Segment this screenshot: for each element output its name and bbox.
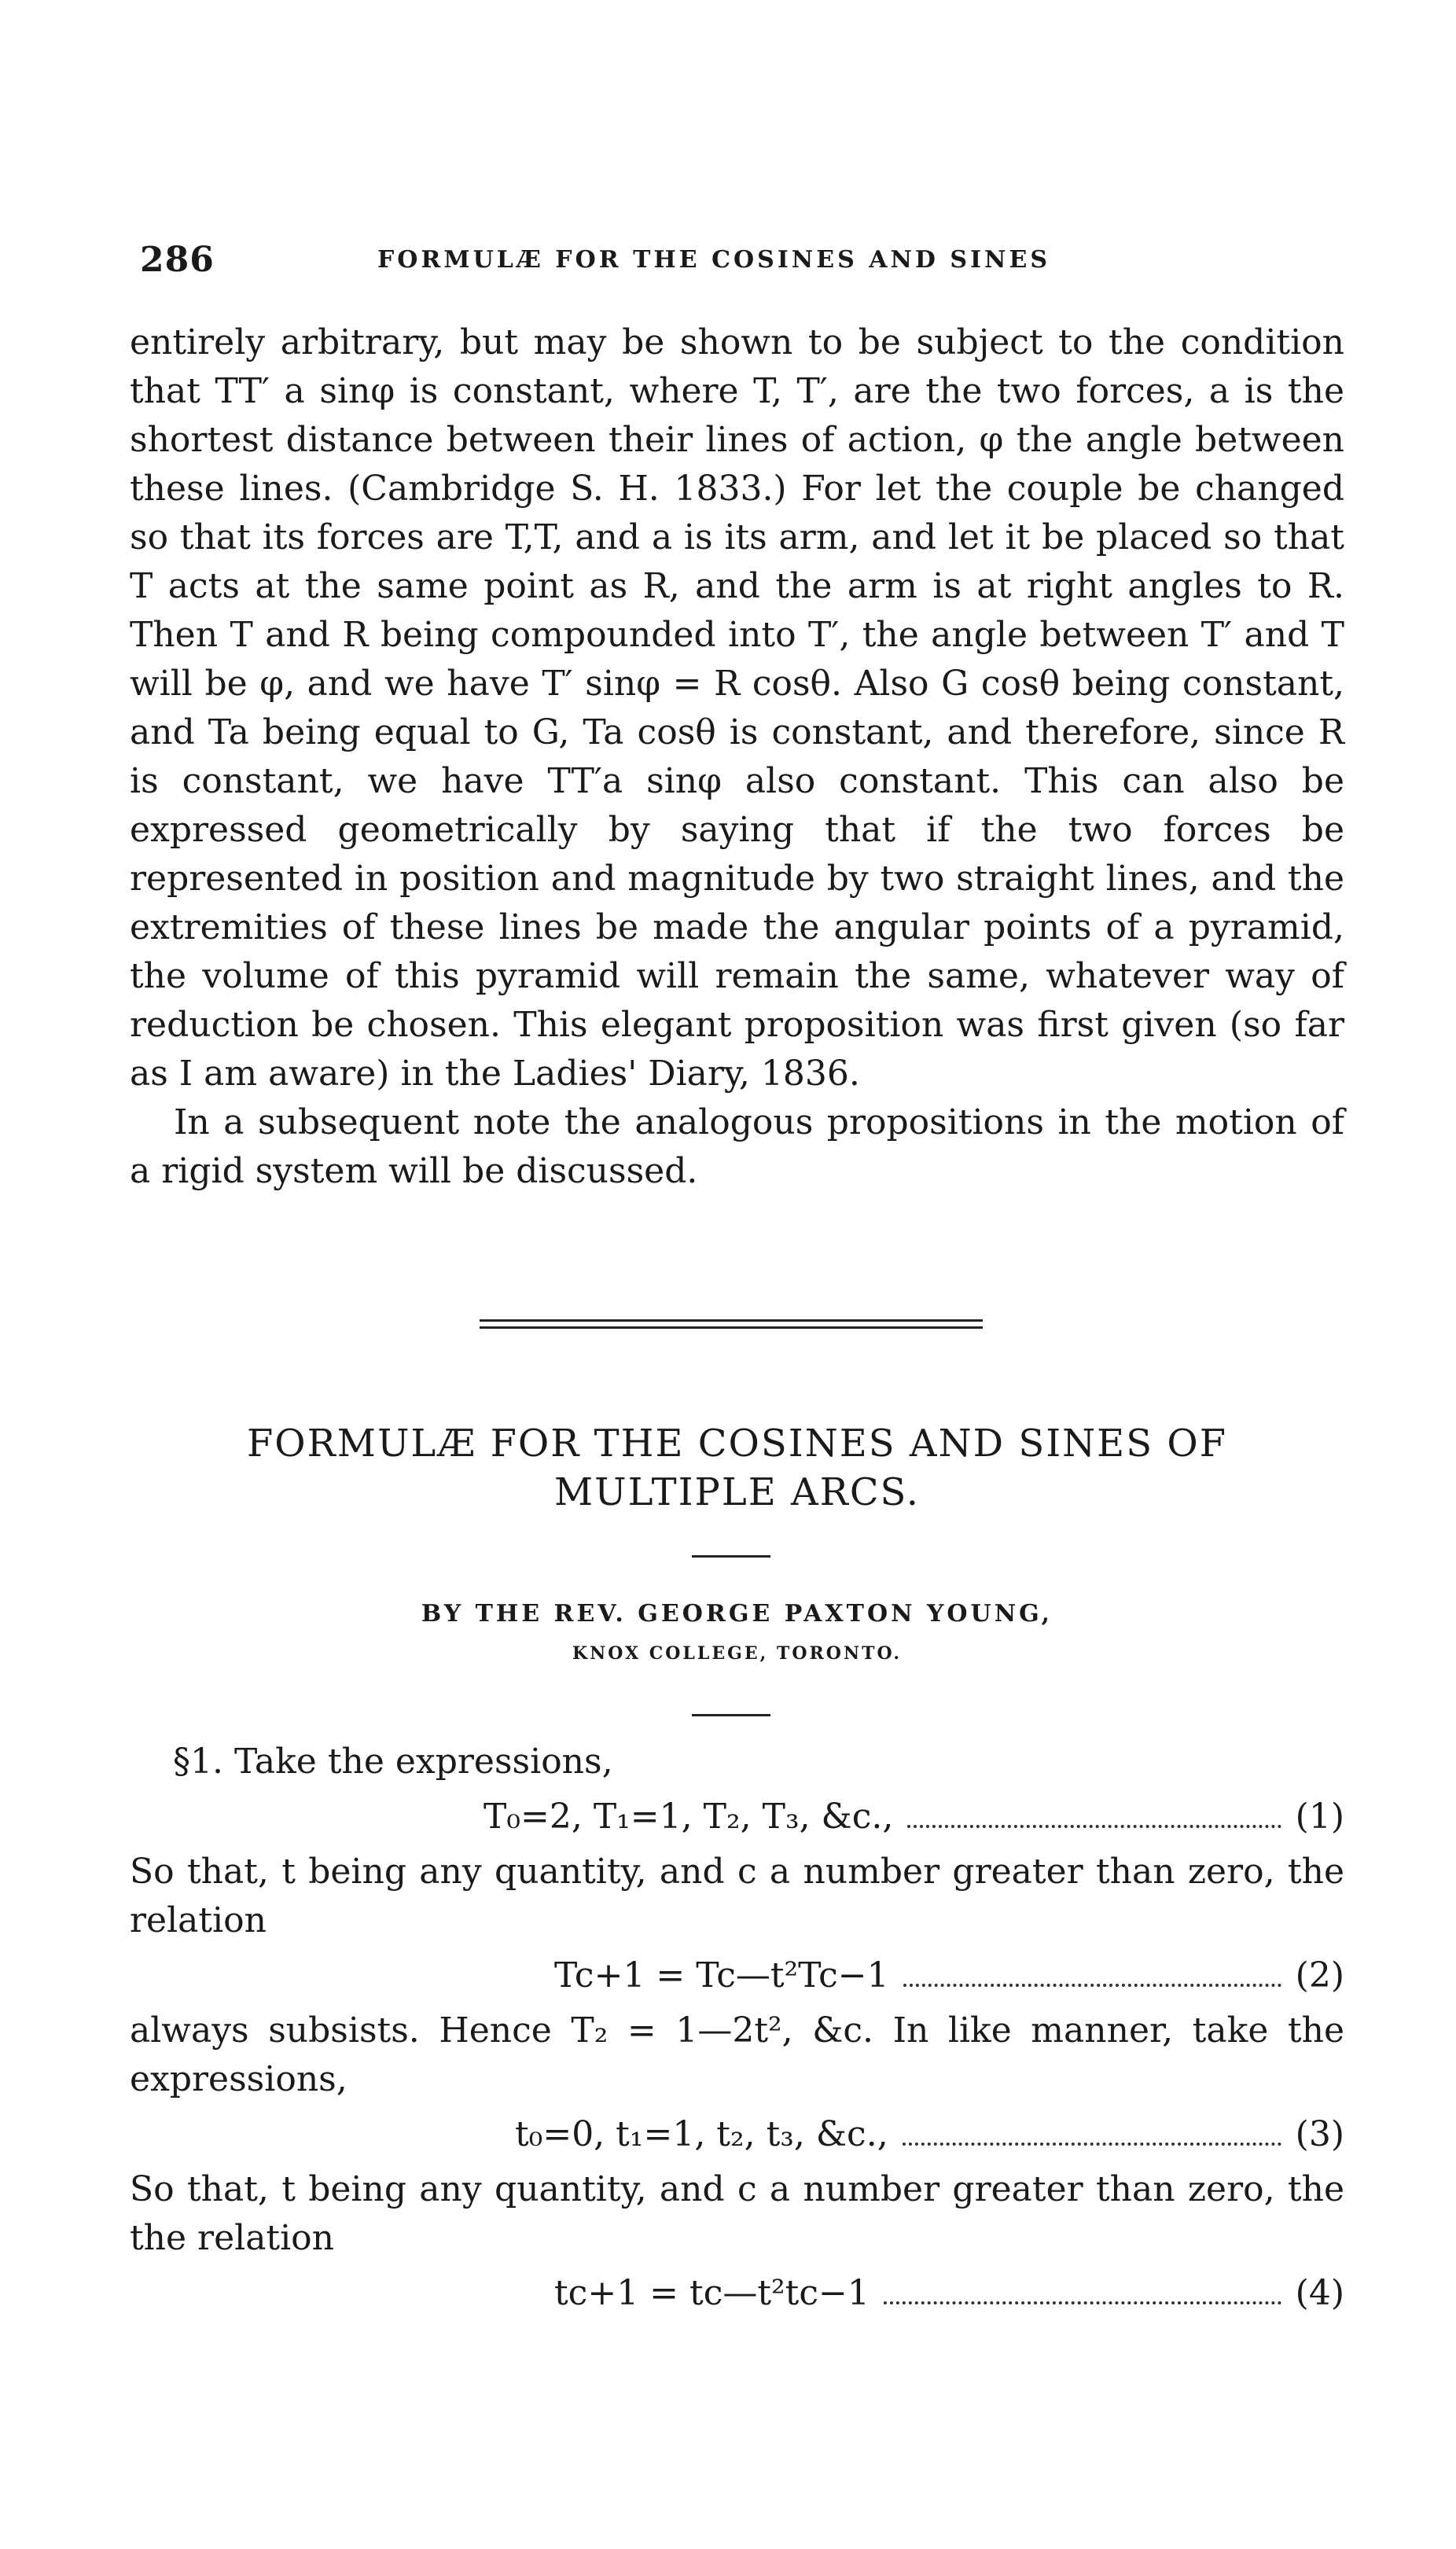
article-title [130, 1419, 1344, 1517]
author-affiliation: KNOX COLLEGE, TORONTO. [572, 1643, 902, 1664]
paragraph: So that, t being any quantity, and c a number greater than zero, the relation [130, 1852, 1344, 1940]
equation-formula: T₀=2, T₁=1, T₂, T₃, &c., [483, 1797, 894, 1837]
equation-number: (4) [1295, 2273, 1344, 2313]
equation-2 [130, 1951, 1344, 2000]
equation-number: (1) [1295, 1797, 1344, 1837]
equation-4 [130, 2269, 1344, 2318]
section-divider [480, 1319, 983, 1333]
equation-formula: tc+1 = tc—t²tc−1 [554, 2273, 870, 2313]
equation-number: (2) [1295, 1955, 1344, 1995]
equation-number: (3) [1295, 2114, 1344, 2154]
divider-line [480, 1319, 983, 1322]
author-byline: BY THE REV. GEORGE PAXTON YOUNG, [421, 1600, 1053, 1628]
leader-dots [903, 1984, 1281, 1987]
section-lead: §1. Take the expressions, [173, 1742, 613, 1782]
equation-formula: Tc+1 = Tc—t²Tc−1 [554, 1955, 889, 1995]
paragraph: So that, t being any quantity, and c a number greater than zero, the the relation [130, 2169, 1344, 2258]
paragraph: In a subsequent note the analogous propositions in the motion of a rigid system will be discussed. [130, 1102, 1344, 1191]
leader-dots [907, 1825, 1281, 1828]
page-header [0, 240, 1456, 287]
equation-1 [130, 1793, 1344, 1841]
leader-dots [903, 2143, 1281, 2146]
article-title-line: FORMULÆ FOR THE COSINES AND SINES OF [247, 1422, 1227, 1466]
paragraph: entirely arbitrary, but may be shown to be subject to the condition that TT′ a sinφ is constant, where T, T′, are the two forces, a is the shortest distance between their lines of action, φ the angle between these lines. (Cambridge S. H. 1833.) For let the couple be changed so that its forces are T,T, and a is its arm, and let it be placed so that T acts at the same point as R, and the arm is at right angles to R. Then T and R being compounded into T′, the angle between T′ and T will be φ, and we have T′ sinφ = R cosθ. Also G cosθ being constant, and Ta being equal to G, Ta cosθ is constant, and therefore, since R is constant, we have TT′a sinφ also constant. This can also be expressed geometrically by saying that if the two forces be represented in position and magnitude by two straight lines, and the extremities of these lines be made the angular points of a pyramid, the volume of this pyramid will remain the same, whatever way of reduction be chosen. This elegant proposition was first given (so far as I am aware) in the Ladies' Diary, 1836. [130, 322, 1344, 1094]
byline-rule [692, 1714, 770, 1716]
equation-formula: t₀=0, t₁=1, t₂, t₃, &c., [515, 2114, 888, 2154]
running-title: FORMULÆ FOR THE COSINES AND SINES [377, 246, 1050, 274]
paragraph: always subsists. Hence T₂ = 1—2t², &c. In like manner, take the expressions, [130, 2010, 1344, 2099]
body-text [130, 318, 1344, 1196]
divider-line [480, 1326, 983, 1329]
page-number: 286 [140, 240, 215, 280]
section-1 [130, 1738, 1344, 2324]
equation-3 [130, 2110, 1344, 2159]
leader-dots [884, 2301, 1281, 2304]
article-title-line: MULTIPLE ARCS. [554, 1470, 920, 1514]
title-rule [692, 1555, 770, 1558]
